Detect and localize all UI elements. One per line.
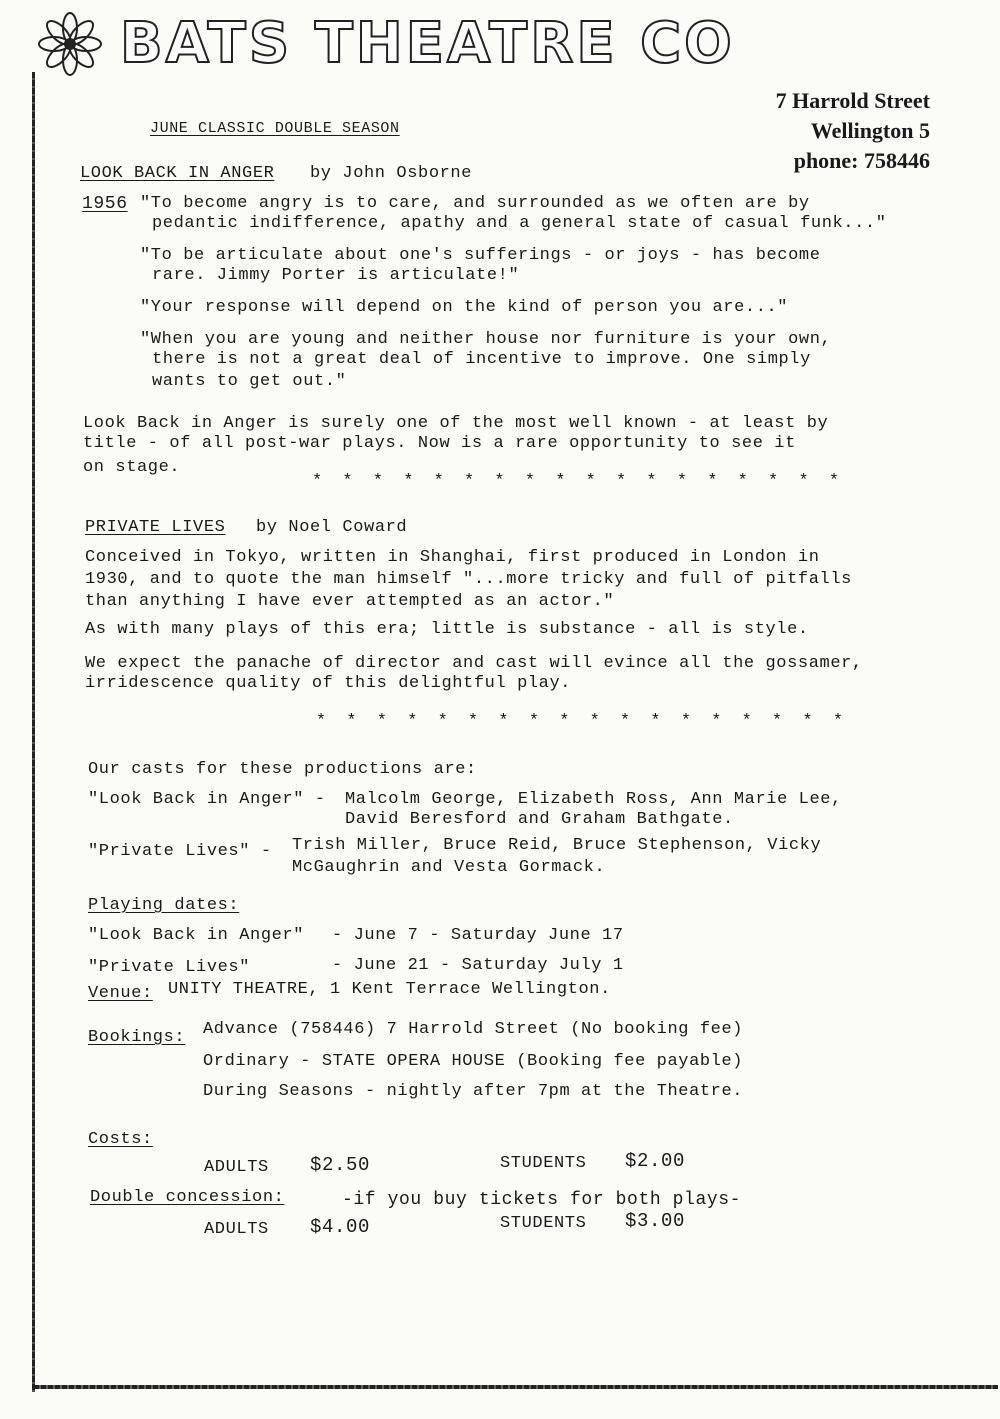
dates1-range: - June 7 - Saturday June 17 [332,926,624,945]
costs-adults-price: $2.50 [310,1154,371,1176]
double-concession-note: -if you buy tickets for both plays- [342,1190,742,1210]
address-phone: phone: 758446 [793,148,930,173]
quote2-line1: "To be articulate about one's sufferings - or joys - has become [140,246,821,265]
left-border-rule [32,72,35,1392]
costs-adults-label: ADULTS [204,1158,269,1177]
play1-title: LOOK BACK IN ANGER [80,164,275,183]
costs-students-label: STUDENTS [500,1154,587,1173]
bottom-border-rule [34,1385,998,1389]
flower-logo-icon [36,10,104,78]
costs-label: Costs: [88,1130,153,1149]
venue-value: UNITY THEATRE, 1 Kent Terrace Wellington. [168,980,611,999]
play2-p1-line2: 1930, and to quote the man himself "...more tricky and full of pitfalls [85,570,852,589]
address-city: Wellington 5 [810,118,930,143]
quote4-line1: "When you are young and neither house nor furniture is your own, [140,330,832,349]
play1-year: 1956 [82,194,128,214]
play1-desc-line3: on stage. [83,458,181,477]
bookings-label: Bookings: [88,1028,186,1047]
play1-desc-line1: Look Back in Anger is surely one of the most well known - at least by [83,414,829,433]
double-students-label: STUDENTS [500,1214,587,1233]
separator-stars-2: * * * * * * * * * * * * * * * * * * [316,712,849,731]
bookings-line1: Advance (758446) 7 Harrold Street (No booking fee) [203,1020,744,1039]
quote1-line2: pedantic indifference, apathy and a general state of casual funk..." [152,214,887,233]
venue-label: Venue: [88,984,153,1003]
play2-p1-line1: Conceived in Tokyo, written in Shanghai, first produced in London in [85,548,820,567]
quote3: "Your response will depend on the kind of person you are..." [140,298,789,317]
play2-byline: by Noel Coward [256,518,408,537]
double-adults-price: $4.00 [310,1216,371,1238]
separator-stars-1: * * * * * * * * * * * * * * * * * * [312,472,845,491]
bookings-line2: Ordinary - STATE OPERA HOUSE (Booking fee payable) [203,1052,744,1071]
cast2-line1: Trish Miller, Bruce Reid, Bruce Stephenson, Vicky [292,836,822,855]
cast1-label: "Look Back in Anger" - [88,790,326,809]
double-adults-label: ADULTS [204,1220,269,1239]
quote1-line1: "To become angry is to care, and surrounded as we often are by [140,194,810,213]
bookings-line3: During Seasons - nightly after 7pm at the Theatre. [203,1082,744,1101]
quote4-line3: wants to get out." [152,372,347,391]
double-students-price: $3.00 [625,1210,686,1232]
dates1-label: "Look Back in Anger" [88,926,305,945]
dates2-label: "Private Lives" [88,958,251,977]
cast1-line2: David Beresford and Graham Bathgate. [345,810,734,829]
play2-title: PRIVATE LIVES [85,518,226,537]
play2-p3-line2: irridescence quality of this delightful play. [85,674,572,693]
casts-intro: Our casts for these productions are: [88,760,477,779]
cast2-line2: McGaughrin and Vesta Gormack. [292,858,606,877]
season-heading: JUNE CLASSIC DOUBLE SEASON [150,120,400,137]
dates2-range: - June 21 - Saturday July 1 [332,956,624,975]
play2-p3-line1: We expect the panache of director and cast will evince all the gossamer, [85,654,863,673]
cast1-line1: Malcolm George, Elizabeth Ross, Ann Marie Lee, [345,790,842,809]
play2-p1-line3: than anything I have ever attempted as an actor." [85,592,615,611]
company-title: BATS THEATRE CO [120,11,735,76]
quote4-line2: there is not a great deal of incentive to improve. One simply [152,350,811,369]
address-street: 7 Harrold Street [775,88,930,113]
play2-p2: As with many plays of this era; little is substance - all is style. [85,620,809,639]
quote2-line2: rare. Jimmy Porter is articulate!" [152,266,520,285]
dates-heading: Playing dates: [88,896,240,915]
play1-byline: by John Osborne [310,164,473,183]
play1-desc-line2: title - of all post-war plays. Now is a rare opportunity to see it [83,434,796,453]
cast2-label: "Private Lives" - [88,842,272,861]
costs-students-price: $2.00 [625,1150,686,1172]
double-concession-label: Double concession: [90,1188,285,1207]
